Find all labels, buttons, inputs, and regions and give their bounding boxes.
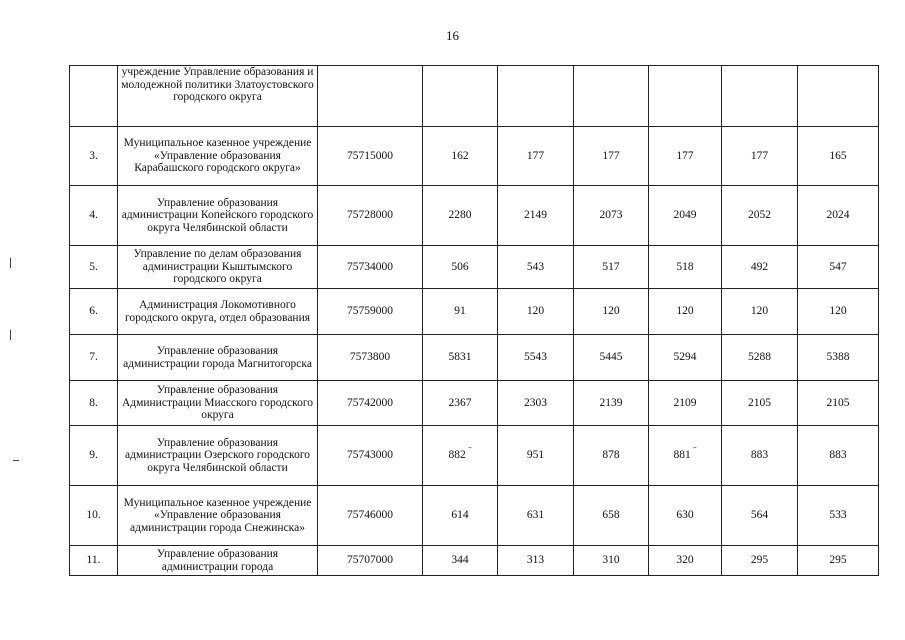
value-cell: 506 [423,246,498,289]
value-cell: 951 [498,426,574,486]
value-cell: 177 [649,127,722,186]
value-cell: 91 [423,289,498,335]
value-cell: 517 [574,246,649,289]
row-code: 75743000 [318,426,423,486]
row-code: 75728000 [318,186,423,246]
scan-mark [10,258,11,268]
row-code: 75742000 [318,381,423,426]
value-cell: 177 [498,127,574,186]
value-cell: 533 [798,486,879,546]
value-cell [798,66,879,127]
value-cell: 878 [574,426,649,486]
value-cell: 120 [722,289,798,335]
row-name: Управление образования администрации Озерского городского округа Челябинской области [118,426,318,486]
row-index: 7. [70,335,118,381]
value-cell: 2073 [574,186,649,246]
value-cell: 2024 [798,186,879,246]
value-cell: 883 [798,426,879,486]
value-cell: 2049 [649,186,722,246]
value-text: 881 [673,448,691,461]
row-code: 75715000 [318,127,423,186]
value-cell: 518 [649,246,722,289]
row-index: 10. [70,486,118,546]
value-cell: 344 [423,546,498,576]
row-index: 11. [70,546,118,576]
value-cell: 492 [722,246,798,289]
value-cell [423,66,498,127]
value-cell: 5831 [423,335,498,381]
table-row [70,246,879,289]
page-number: 16 [446,28,459,43]
row-index: 5. [70,246,118,289]
value-cell [423,426,498,486]
value-cell: 120 [798,289,879,335]
value-cell [722,66,798,127]
row-name: Муниципальное казенное учреждение «Управление образования Карабашского городского округа» [118,127,318,186]
value-cell: 320 [649,546,722,576]
row-name: Администрация Локомотивного городского округа, отдел образования [118,289,318,335]
value-cell: 564 [722,486,798,546]
value-cell [649,66,722,127]
value-cell: 162 [423,127,498,186]
value-cell: 5294 [649,335,722,381]
row-code: 75759000 [318,289,423,335]
value-cell: 630 [649,486,722,546]
row-name: Муниципальное казенное учреждение «Управление образования администрации города Снежинска» [118,486,318,546]
value-cell: 120 [498,289,574,335]
row-index: 3. [70,127,118,186]
row-name: учреждение Управление образования и молодежной политики Златоустовского городского округа [118,66,318,127]
row-index: 9. [70,426,118,486]
row-name: Управление образования администрации города [118,546,318,576]
value-cell: 883 [722,426,798,486]
value-cell: 2105 [798,381,879,426]
row-name: Управление образования администрации Копейского городского округа Челябинской области [118,186,318,246]
value-cell: 2280 [423,186,498,246]
table-row [70,381,879,426]
value-cell: 631 [498,486,574,546]
value-cell [574,66,649,127]
scan-tick: ˉ [465,445,472,457]
value-cell: 2109 [649,381,722,426]
row-index [70,66,118,127]
table-row [70,546,879,576]
row-code: 7573800 [318,335,423,381]
scan-tick: ˉ [690,445,697,457]
row-code: 75707000 [318,546,423,576]
row-index: 4. [70,186,118,246]
value-cell: 177 [722,127,798,186]
value-cell: 2149 [498,186,574,246]
value-cell [649,426,722,486]
scan-mark [10,330,11,340]
value-cell: 313 [498,546,574,576]
value-cell: 614 [423,486,498,546]
value-cell: 5445 [574,335,649,381]
table-row [70,127,879,186]
value-cell: 2105 [722,381,798,426]
value-cell: 2367 [423,381,498,426]
value-cell: 2052 [722,186,798,246]
value-cell: 543 [498,246,574,289]
row-index: 8. [70,381,118,426]
table-row [70,335,879,381]
value-cell: 295 [798,546,879,576]
value-cell: 310 [574,546,649,576]
value-cell [498,66,574,127]
row-index: 6. [70,289,118,335]
value-cell: 2139 [574,381,649,426]
value-cell: 2303 [498,381,574,426]
value-text: 882 [448,448,466,461]
value-cell: 165 [798,127,879,186]
value-cell: 5388 [798,335,879,381]
table-row [70,186,879,246]
value-cell: 5543 [498,335,574,381]
value-cell: 5288 [722,335,798,381]
table-row [70,426,879,486]
value-cell: 120 [649,289,722,335]
data-table [69,65,879,576]
table-row [70,289,879,335]
scan-mark [13,460,19,461]
table-row [70,486,879,546]
value-cell: 547 [798,246,879,289]
table-row [70,66,879,127]
row-code: 75746000 [318,486,423,546]
row-name: Управление образования Администрации Миасского городского округа [118,381,318,426]
row-code [318,66,423,127]
row-name: Управление образования администрации города Магнитогорска [118,335,318,381]
row-code: 75734000 [318,246,423,289]
row-name: Управление по делам образования администрации Кыштымского городского округа [118,246,318,289]
value-cell: 177 [574,127,649,186]
value-cell: 658 [574,486,649,546]
value-cell: 295 [722,546,798,576]
value-cell: 120 [574,289,649,335]
